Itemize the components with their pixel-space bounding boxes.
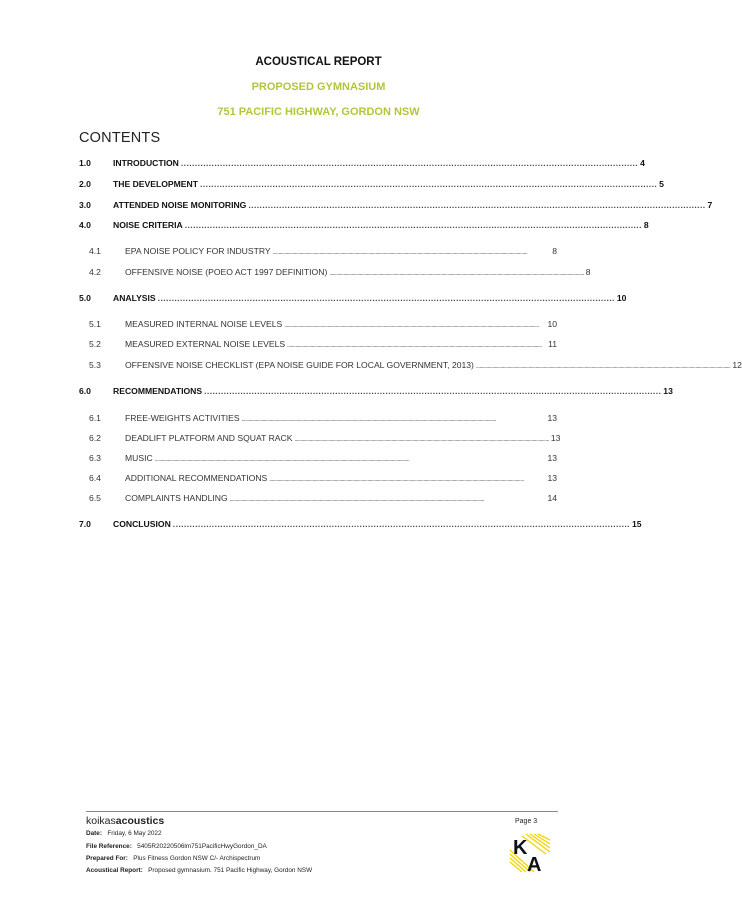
- logo-letter-a: A: [527, 854, 542, 876]
- toc-title: DEADLIFT PLATFORM AND SQUAT RACK: [125, 433, 293, 443]
- file-reference-label: File Reference:: [86, 843, 132, 850]
- toc-page: 13: [547, 453, 557, 463]
- toc-title: EPA NOISE POLICY FOR INDUSTRY: [125, 246, 271, 256]
- toc-title: RECOMMENDATIONS: [113, 386, 203, 396]
- toc-number: 1.0: [79, 158, 91, 168]
- toc-entry-noise-criteria[interactable]: [79, 219, 649, 231]
- toc-page: 8: [552, 246, 557, 256]
- prepared-for-value: Plus Fitness Gordon NSW C/- Archispectrum: [133, 855, 261, 862]
- toc-page: 10: [616, 293, 627, 303]
- toc-leader: ....................................................................................................................................................................: [180, 158, 639, 168]
- toc-leader: ....................................................................................................................................................................: [172, 519, 630, 529]
- wordmark-bold: acoustics: [115, 815, 165, 827]
- toc-number: 4.0: [79, 220, 91, 230]
- toc-number: 6.3: [89, 453, 101, 463]
- toc-entry-conclusion[interactable]: [79, 518, 642, 530]
- toc-page: 7: [707, 200, 713, 210]
- toc-leader: ....................................................................................................................................................................: [184, 220, 642, 230]
- toc-leader: ....................................................................................................................................................................: [157, 293, 615, 303]
- toc-entry-additional[interactable]: [89, 472, 557, 486]
- toc-entry-analysis[interactable]: [79, 292, 627, 304]
- toc-leader: ..........................................................................................................................................................................................................................: [269, 477, 524, 483]
- footer-prepared-for: [86, 855, 260, 862]
- toc-title: OFFENSIVE NOISE (POEO ACT 1997 DEFINITION): [125, 267, 328, 277]
- toc-number: 6.5: [89, 493, 101, 503]
- toc-entry-introduction[interactable]: [79, 157, 645, 169]
- toc-leader: ....................................................................................................................................................................: [200, 179, 658, 189]
- toc-number: 4.2: [89, 267, 101, 277]
- toc-number: 5.3: [89, 360, 101, 370]
- contents-heading: CONTENTS: [79, 130, 161, 146]
- toc-leader: ....................................................................................................................................................................: [204, 386, 662, 396]
- toc-number: 6.1: [89, 413, 101, 423]
- toc-entry-external-noise[interactable]: [89, 338, 557, 352]
- company-wordmark: [86, 815, 164, 827]
- logo-letter-k: K: [513, 837, 528, 859]
- toc-entry-internal-noise[interactable]: [89, 318, 557, 332]
- toc-title: ATTENDED NOISE MONITORING: [113, 200, 247, 210]
- toc-title: THE DEVELOPMENT: [113, 179, 198, 189]
- toc-title: ADDITIONAL RECOMMENDATIONS: [125, 473, 268, 483]
- toc-entry-free-weights[interactable]: [89, 412, 557, 426]
- toc-page: 10: [547, 319, 557, 329]
- toc-page: 13: [550, 433, 561, 443]
- footer-divider: [86, 811, 558, 812]
- toc-leader: ..........................................................................................................................................................................................................................: [229, 497, 485, 503]
- toc-number: 2.0: [79, 179, 91, 189]
- toc-entry-epa-policy[interactable]: [89, 245, 557, 259]
- toc-leader: ..........................................................................................................................................................................................................................: [284, 323, 539, 329]
- footer-file-reference: [86, 843, 267, 850]
- toc-page: 8: [643, 220, 649, 230]
- toc-number: 5.2: [89, 339, 101, 349]
- toc-leader: ..........................................................................................................................................................................................................................: [287, 343, 542, 349]
- toc-leader: ..........................................................................................................................................................................................................................: [241, 417, 496, 423]
- toc-title: MEASURED EXTERNAL NOISE LEVELS: [125, 339, 286, 349]
- toc-page: 11: [548, 339, 557, 349]
- toc-title: MUSIC: [125, 453, 153, 463]
- toc-title: MEASURED INTERNAL NOISE LEVELS: [125, 319, 283, 329]
- toc-number: 6.0: [79, 386, 91, 396]
- file-reference-value: 5405R20220506lm751PacificHwyGordon_DA: [137, 843, 267, 850]
- toc-number: 7.0: [79, 519, 91, 529]
- toc-title: FREE-WEIGHTS ACTIVITIES: [125, 413, 240, 423]
- prepared-for-label: Prepared For:: [86, 855, 128, 862]
- date-label: Date:: [86, 830, 102, 837]
- toc-leader: ..........................................................................................................................................................................................................................: [272, 250, 528, 256]
- toc-number: 4.1: [89, 246, 101, 256]
- toc-leader: ..........................................................................................................................................................................................................................: [329, 271, 584, 277]
- toc-title: OFFENSIVE NOISE CHECKLIST (EPA NOISE GUIDE FOR LOCAL GOVERNMENT, 2013): [125, 360, 474, 370]
- toc-entry-music[interactable]: [89, 452, 557, 466]
- toc-entry-complaints[interactable]: [89, 492, 557, 506]
- toc-page: 15: [631, 519, 642, 529]
- toc-page: 12: [732, 360, 742, 370]
- toc-entry-deadlift[interactable]: [89, 432, 561, 446]
- toc-leader: ..........................................................................................................................................................................................................................: [154, 457, 410, 463]
- toc-page: 14: [547, 493, 557, 503]
- toc-title: COMPLAINTS HANDLING: [125, 493, 228, 503]
- report-subtitle: PROPOSED GYMNASIUM: [251, 81, 386, 93]
- toc-number: 6.2: [89, 433, 101, 443]
- toc-leader: ..........................................................................................................................................................................................................................: [294, 437, 549, 443]
- toc-entry-attended-noise[interactable]: [79, 199, 713, 211]
- report-title: ACOUSTICAL REPORT: [255, 56, 382, 68]
- page-number: Page 3: [515, 818, 538, 825]
- toc-title: CONCLUSION: [113, 519, 171, 529]
- toc-title: ANALYSIS: [113, 293, 156, 303]
- toc-page: 4: [640, 158, 645, 168]
- toc-title: NOISE CRITERIA: [113, 220, 183, 230]
- toc-page: 8: [585, 267, 591, 277]
- footer-acoustical-report: [86, 867, 312, 874]
- toc-entry-offensive-noise[interactable]: [89, 266, 591, 280]
- report-address: 751 PACIFIC HIGHWAY, GORDON NSW: [217, 106, 420, 118]
- date-value: Friday, 6 May 2022: [107, 830, 162, 837]
- toc-number: 6.4: [89, 473, 101, 483]
- toc-entry-recommendations[interactable]: [79, 385, 673, 397]
- toc-number: 5.0: [79, 293, 91, 303]
- toc-number: 3.0: [79, 200, 91, 210]
- acoustical-report-label: Acoustical Report:: [86, 867, 143, 874]
- toc-leader: ....................................................................................................................................................................: [248, 200, 706, 210]
- toc-entry-checklist[interactable]: [89, 359, 742, 373]
- toc-title: INTRODUCTION: [113, 158, 179, 168]
- toc-page: 13: [547, 473, 557, 483]
- toc-leader: ..........................................................................................................................................................................................................................: [475, 364, 731, 370]
- acoustical-report-value: Proposed gymnasium. 751 Pacific Highway, Gordon NSW: [148, 867, 313, 874]
- toc-page: 13: [663, 386, 673, 396]
- footer-date: [86, 830, 162, 837]
- toc-page: 13: [547, 413, 557, 423]
- wordmark-light: koikas: [86, 815, 116, 827]
- toc-entry-development[interactable]: [79, 178, 664, 190]
- koikas-logo-icon: [510, 834, 550, 876]
- toc-number: 5.1: [89, 319, 101, 329]
- toc-page: 5: [659, 179, 664, 189]
